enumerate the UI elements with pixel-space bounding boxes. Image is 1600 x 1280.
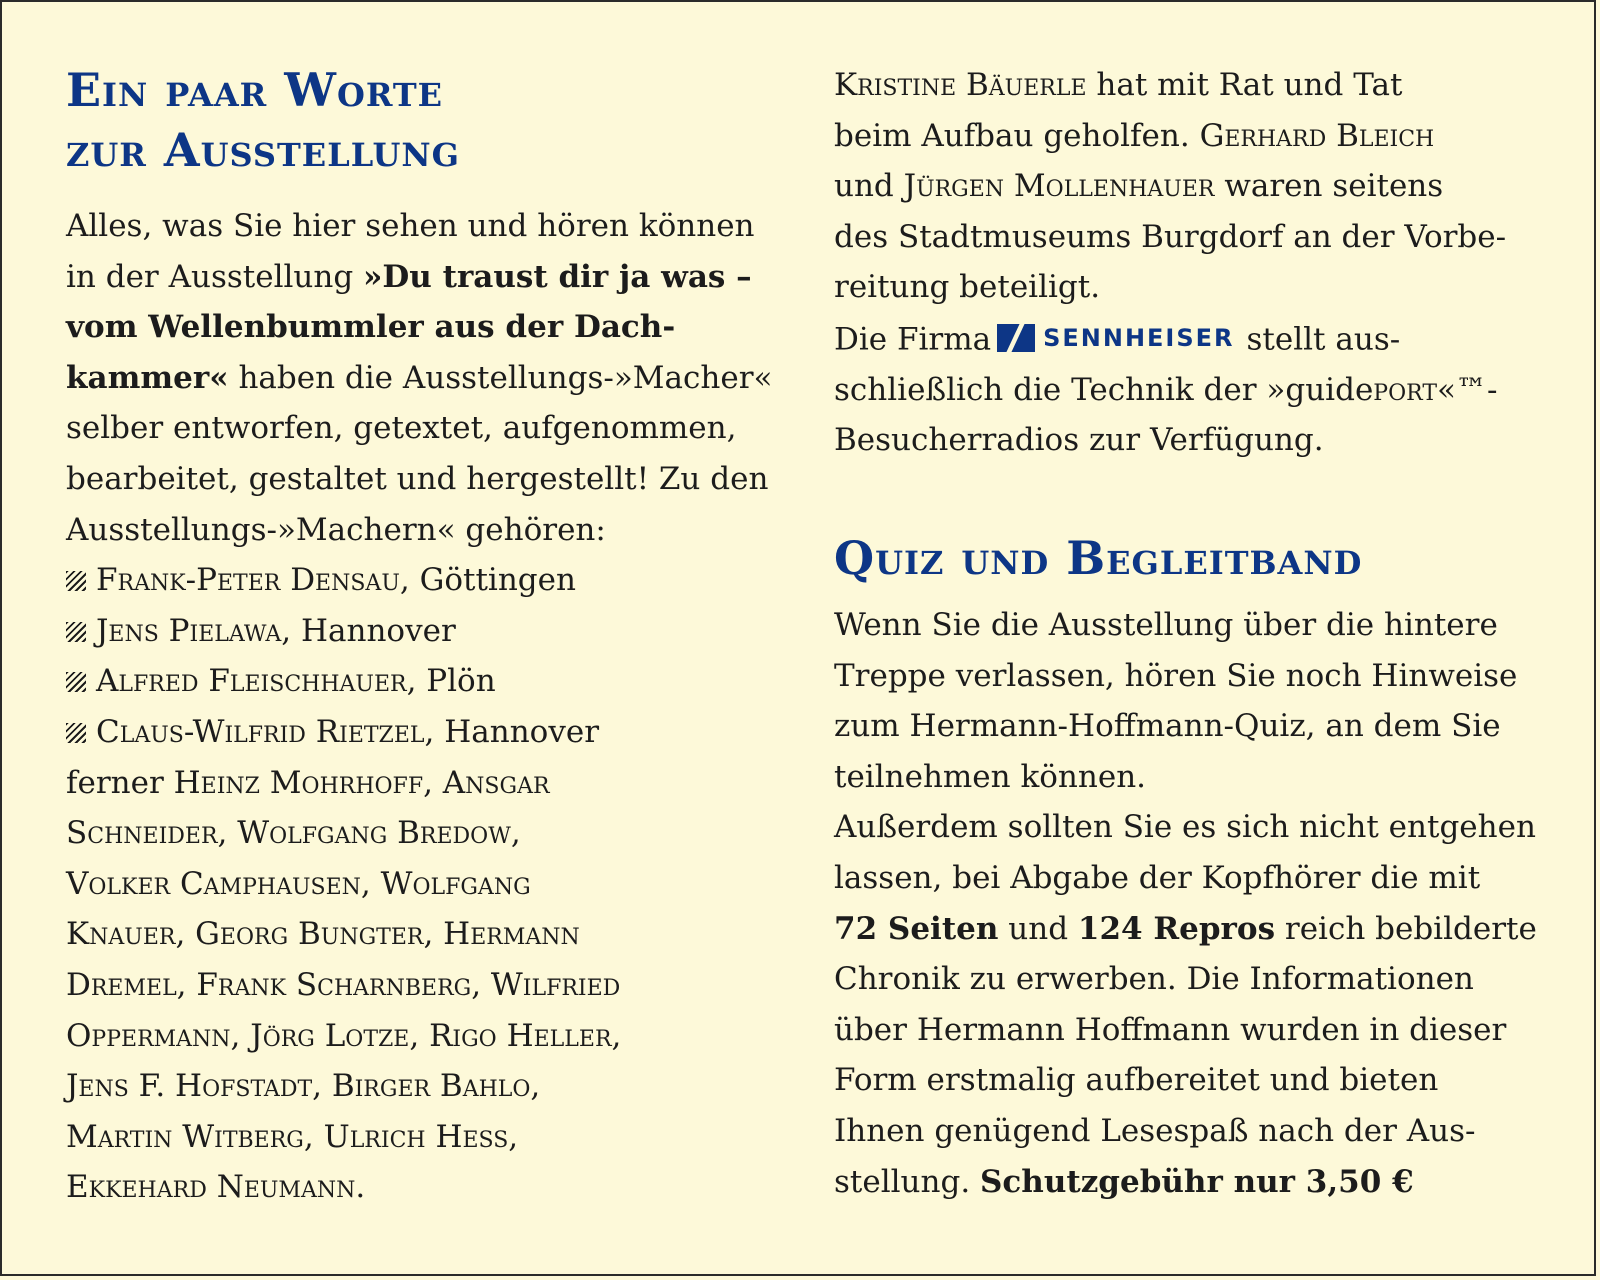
exhibition-title: kammer«: [66, 359, 229, 396]
contributor-names: Jens F. Hofstadt, Birger Bahlo,: [66, 1068, 541, 1105]
text-span: beim Aufbau geholfen.: [834, 117, 1200, 154]
text-line: [834, 313, 1554, 365]
maker-place: , Hannover: [424, 713, 600, 750]
text-line: [66, 252, 786, 303]
guideport-brand: port: [1373, 371, 1437, 408]
text-span: waren seitens: [1214, 168, 1444, 205]
maker-place: , Plön: [406, 663, 496, 700]
hatched-bullet-icon: [66, 723, 86, 743]
intro-text: [66, 201, 786, 1213]
repro-count: 124 Repros: [1077, 910, 1276, 947]
text-line: des Stadtmuseums Burgdorf an der Vorbe-: [834, 218, 1507, 255]
text-line: Alles, was Sie hier sehen und hören können: [66, 208, 755, 244]
person-name: Jürgen Mollenhauer: [903, 168, 1215, 205]
contributor-names: Heinz Mohrhoff, Ansgar: [173, 764, 550, 801]
maker-item: [66, 606, 786, 657]
contributor-names: Martin Witberg, Ulrich Hess,: [66, 1118, 519, 1155]
text-span: und: [834, 168, 904, 205]
text-span: «™-: [1437, 371, 1498, 408]
text-span: in der Ausstellung: [66, 258, 364, 295]
text-line: [66, 353, 786, 404]
quiz-text: [834, 600, 1554, 1207]
hatched-bullet-icon: [66, 571, 86, 591]
text-line: Ihnen genügend Lesespaß nach der Aus-: [834, 1112, 1476, 1149]
exhibition-heading: [66, 60, 460, 180]
text-line: teilnehmen können.: [834, 758, 1147, 795]
text-span: stellt aus-: [1246, 321, 1401, 358]
text-line: [834, 1157, 1554, 1208]
text-line: Ausstellungs-»Machern« gehören:: [66, 511, 606, 548]
person-name: Gerhard Bleich: [1199, 117, 1435, 154]
contributor-names: Schneider, Wolfgang Bredow,: [66, 815, 521, 852]
maker-name: Claus-Wilfrid Rietzel: [96, 713, 425, 750]
exhibition-title: vom Wellenbummler aus der Dach-: [66, 309, 676, 346]
exhibition-title: »Du traust dir ja was –: [363, 258, 752, 295]
text-line: Chronik zu erwerben. Die Informationen: [834, 961, 1474, 998]
acknowledgements-text: [834, 60, 1554, 466]
text-line: [834, 904, 1554, 955]
maker-item: [66, 555, 786, 606]
contributor-names: Oppermann, Jörg Lotze, Rigo Heller,: [66, 1017, 622, 1054]
quiz-heading: Quiz und Begleitband: [834, 531, 1363, 585]
text-line: [834, 111, 1554, 162]
text-span: haben die Ausstellungs-»Macher«: [228, 359, 773, 396]
hatched-bullet-icon: [66, 672, 86, 692]
price-note: Schutzgebühr nur 3,50 €: [980, 1163, 1414, 1200]
maker-place: , Göttingen: [399, 562, 576, 599]
text-line: bearbeitet, gestaltet und hergestellt! Zu den: [66, 460, 769, 497]
text-span: schließlich die Technik der »guide: [834, 371, 1374, 408]
text-line: Treppe verlassen, hören Sie noch Hinweise: [834, 657, 1518, 694]
text-line: Wenn Sie die Ausstellung über die hintere: [834, 607, 1498, 643]
maker-name: Alfred Fleischhauer: [96, 663, 407, 700]
text-line: Außerdem sollten Sie es sich nicht entgehen: [834, 809, 1536, 846]
text-span: Die Firma: [834, 321, 992, 358]
sennheiser-wordmark: SENNHEISER: [1043, 323, 1235, 352]
text-span: und: [998, 910, 1078, 947]
contributor-names: Dremel, Frank Scharnberg, Wilfried: [66, 966, 621, 1003]
contributor-names: Knauer, Georg Bungter, Hermann: [66, 916, 580, 953]
text-span: ferner: [66, 764, 174, 801]
text-line: reitung beteiligt.: [834, 269, 1101, 306]
text-line: zum Hermann-Hoffmann-Quiz, an dem Sie: [834, 708, 1501, 745]
contributor-names: Ekkehard Neumann.: [66, 1169, 366, 1206]
maker-item: [66, 656, 786, 707]
text-line: [66, 758, 786, 809]
sennheiser-logo-icon: [997, 324, 1035, 352]
text-span: hat mit Rat und Tat: [1086, 67, 1403, 103]
sennheiser-logo: [997, 313, 1234, 364]
text-line: lassen, bei Abgabe der Kopfhörer die mit: [834, 859, 1481, 896]
text-line: [834, 60, 1554, 111]
heading-line: Ein paar Worte: [66, 63, 444, 117]
hatched-bullet-icon: [66, 622, 86, 642]
heading-line: zur Ausstellung: [66, 123, 460, 177]
maker-name: Jens Pielawa: [96, 612, 282, 649]
page-count: 72 Seiten: [834, 910, 999, 947]
text-line: Form erstmalig aufbereitet und bieten: [834, 1062, 1439, 1099]
text-line: Besucherradios zur Verfügung.: [834, 422, 1324, 459]
text-line: selber entworfen, getextet, aufgenommen,: [66, 410, 737, 447]
text-line: über Hermann Hoffmann wurden in dieser: [834, 1011, 1507, 1048]
contributor-names: Volker Camphausen, Wolfgang: [66, 865, 531, 902]
maker-place: , Hannover: [281, 612, 456, 649]
text-line: [834, 161, 1554, 212]
text-line: [834, 365, 1554, 416]
text-span: stellung.: [834, 1163, 981, 1200]
maker-item: [66, 707, 786, 758]
maker-name: Frank-Peter Densau: [96, 562, 400, 599]
text-span: reich bebilderte: [1275, 910, 1537, 947]
person-name: Kristine Bäuerle: [834, 67, 1087, 103]
